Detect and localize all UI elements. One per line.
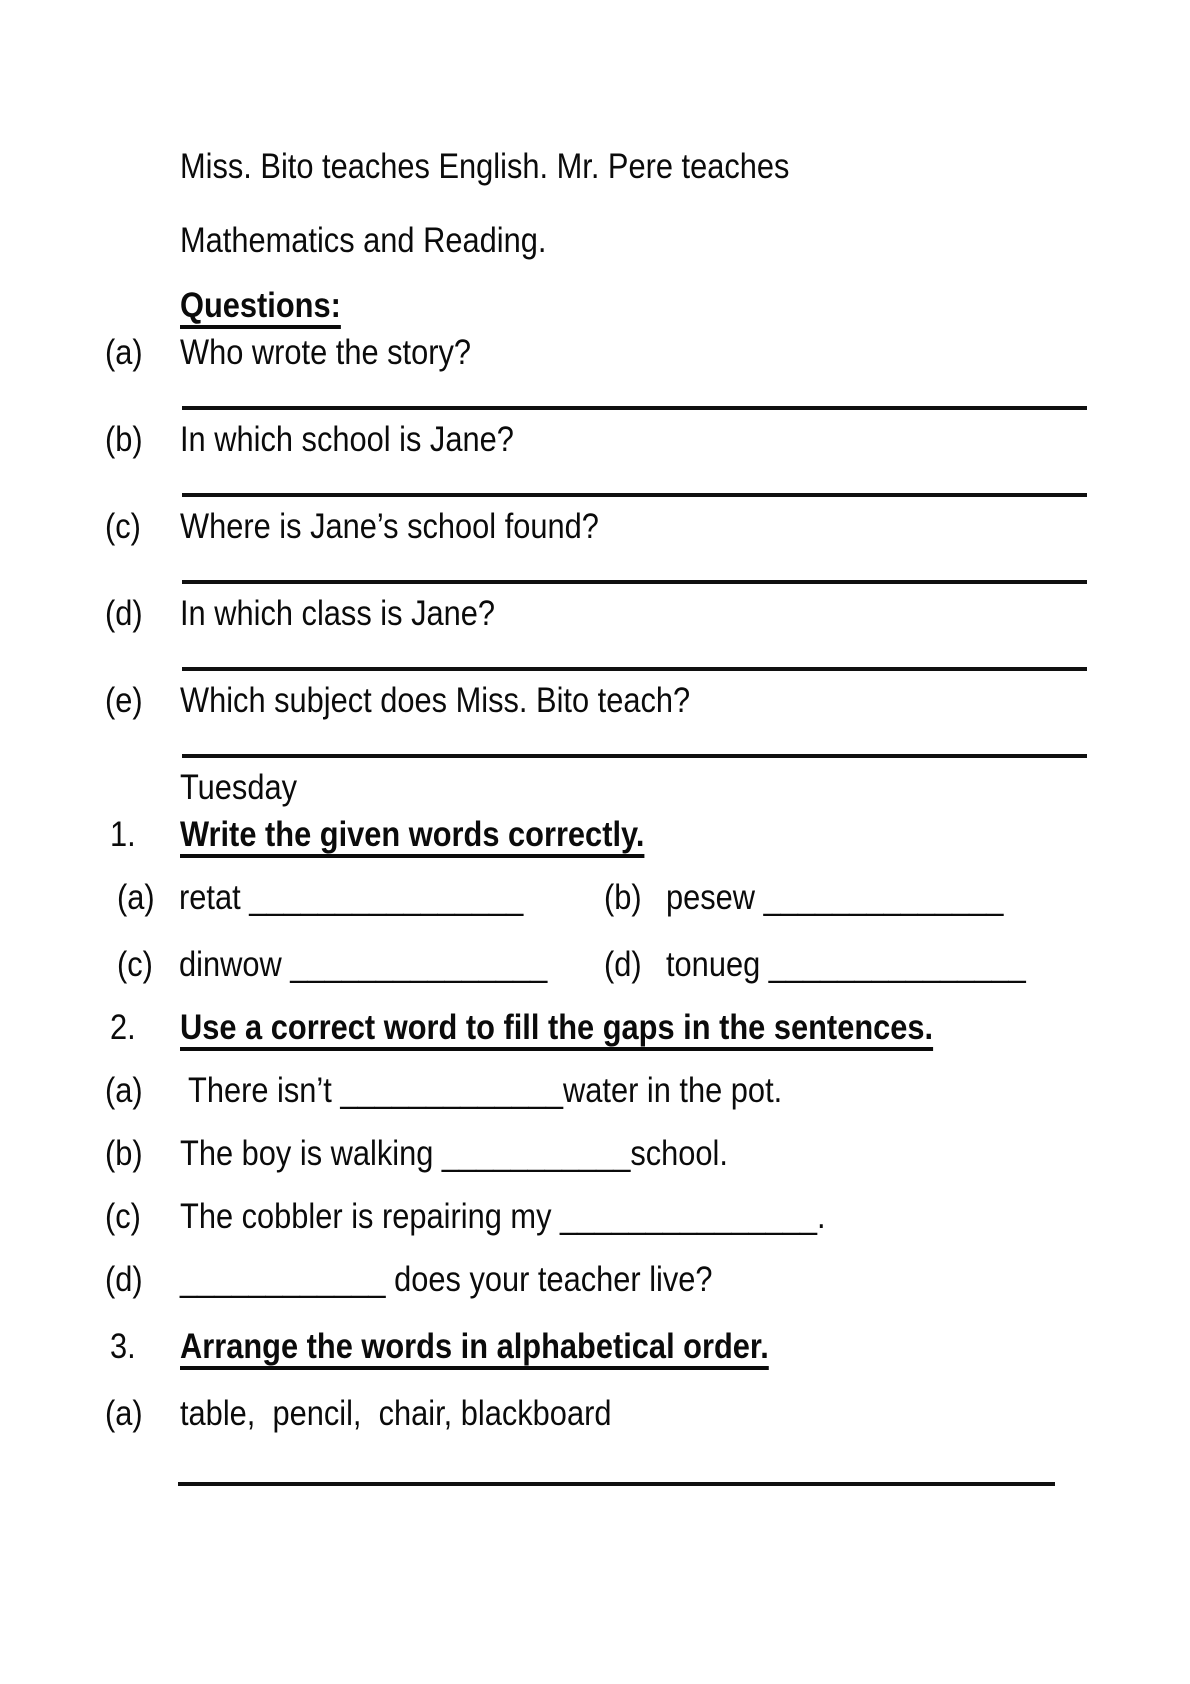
sentence-row-d bbox=[105, 1256, 1090, 1303]
sentence-text: The cobbler is repairing my _______________. bbox=[180, 1197, 826, 1236]
section1-title: Write the given words correctly. bbox=[180, 815, 645, 854]
word-label: (d) bbox=[603, 945, 642, 984]
sentence-label: (a) bbox=[105, 1071, 143, 1110]
question-row bbox=[105, 590, 1090, 637]
question-text: Who wrote the story? bbox=[180, 333, 472, 372]
word-item-b bbox=[604, 874, 1091, 921]
word-blank: ______________ bbox=[754, 878, 1003, 917]
sentence-text: ____________ does your teacher live? bbox=[180, 1260, 713, 1299]
word-row-1 bbox=[117, 874, 1090, 921]
word-label: (b) bbox=[603, 878, 642, 917]
word-entry bbox=[666, 874, 1003, 921]
section1-number: 1. bbox=[110, 815, 136, 854]
story-line-2 bbox=[180, 204, 1090, 278]
answer-line bbox=[182, 406, 1087, 410]
answer-line bbox=[182, 667, 1087, 671]
word-blank: ________________ bbox=[240, 878, 524, 917]
question-text: In which school is Jane? bbox=[180, 420, 514, 459]
word-label: (a) bbox=[117, 878, 155, 917]
question-label: (a) bbox=[105, 333, 143, 372]
word-blank: _______________ bbox=[759, 945, 1026, 984]
word-entry bbox=[179, 941, 547, 988]
question-block-e bbox=[105, 677, 1090, 758]
section2-number: 2. bbox=[110, 1008, 136, 1047]
answer-line bbox=[182, 493, 1087, 497]
sentence-label: (b) bbox=[105, 1134, 143, 1173]
word-text: pesew bbox=[665, 878, 755, 917]
day-row bbox=[180, 764, 1090, 811]
question-row bbox=[105, 677, 1090, 724]
section2-title: Use a correct word to fill the gaps in the sentences. bbox=[180, 1008, 934, 1047]
word-text: tonueg bbox=[665, 945, 760, 984]
alphabetical-words-row bbox=[105, 1390, 1090, 1437]
story-line-1 bbox=[180, 130, 1090, 204]
word-entry bbox=[666, 941, 1026, 988]
question-block-c bbox=[105, 503, 1090, 584]
word-text: retat bbox=[179, 878, 241, 917]
question-row bbox=[105, 329, 1090, 376]
question-block-b bbox=[105, 416, 1090, 497]
section3-title: Arrange the words in alphabetical order. bbox=[180, 1327, 769, 1366]
answer-line bbox=[182, 580, 1087, 584]
word-row-2 bbox=[117, 941, 1090, 988]
sentence-text: The boy is walking ___________school. bbox=[180, 1134, 728, 1173]
answer-line bbox=[178, 1482, 1055, 1486]
question-label: (b) bbox=[105, 420, 143, 459]
section2-heading-row bbox=[105, 1004, 1090, 1051]
questions-heading: Questions: bbox=[180, 286, 341, 325]
sentence-row-a bbox=[105, 1067, 1090, 1114]
day-label: Tuesday bbox=[180, 768, 297, 807]
question-block-d bbox=[105, 590, 1090, 671]
questions-heading-row bbox=[180, 282, 1090, 329]
sentence-text: There isn’t _____________water in the pot. bbox=[180, 1071, 783, 1110]
question-text: In which class is Jane? bbox=[180, 594, 495, 633]
section3-number: 3. bbox=[110, 1327, 136, 1366]
item-text: table, pencil, chair, blackboard bbox=[180, 1394, 612, 1433]
word-entry bbox=[179, 874, 523, 921]
word-text: dinwow bbox=[179, 945, 282, 984]
sentence-row-c bbox=[105, 1193, 1090, 1240]
word-label: (c) bbox=[117, 945, 153, 984]
question-row bbox=[105, 416, 1090, 463]
question-label: (c) bbox=[105, 507, 141, 546]
item-label: (a) bbox=[105, 1394, 143, 1433]
question-label: (d) bbox=[105, 594, 143, 633]
story-text: Mathematics and Reading. bbox=[180, 221, 547, 260]
section1-heading-row bbox=[105, 811, 1090, 858]
question-text: Which subject does Miss. Bito teach? bbox=[180, 681, 691, 720]
section3-heading-row bbox=[105, 1323, 1090, 1370]
word-item-d bbox=[604, 941, 1091, 988]
sentence-label: (c) bbox=[105, 1197, 141, 1236]
word-blank: _______________ bbox=[281, 945, 548, 984]
story-text: Miss. Bito teaches English. Mr. Pere teaches bbox=[180, 147, 790, 186]
sentence-row-b bbox=[105, 1130, 1090, 1177]
question-row bbox=[105, 503, 1090, 550]
sentence-label: (d) bbox=[105, 1260, 143, 1299]
word-item-c bbox=[117, 941, 604, 988]
word-item-a bbox=[117, 874, 604, 921]
answer-line bbox=[182, 754, 1087, 758]
question-text: Where is Jane’s school found? bbox=[180, 507, 599, 546]
question-block-a bbox=[105, 329, 1090, 410]
question-label: (e) bbox=[105, 681, 143, 720]
